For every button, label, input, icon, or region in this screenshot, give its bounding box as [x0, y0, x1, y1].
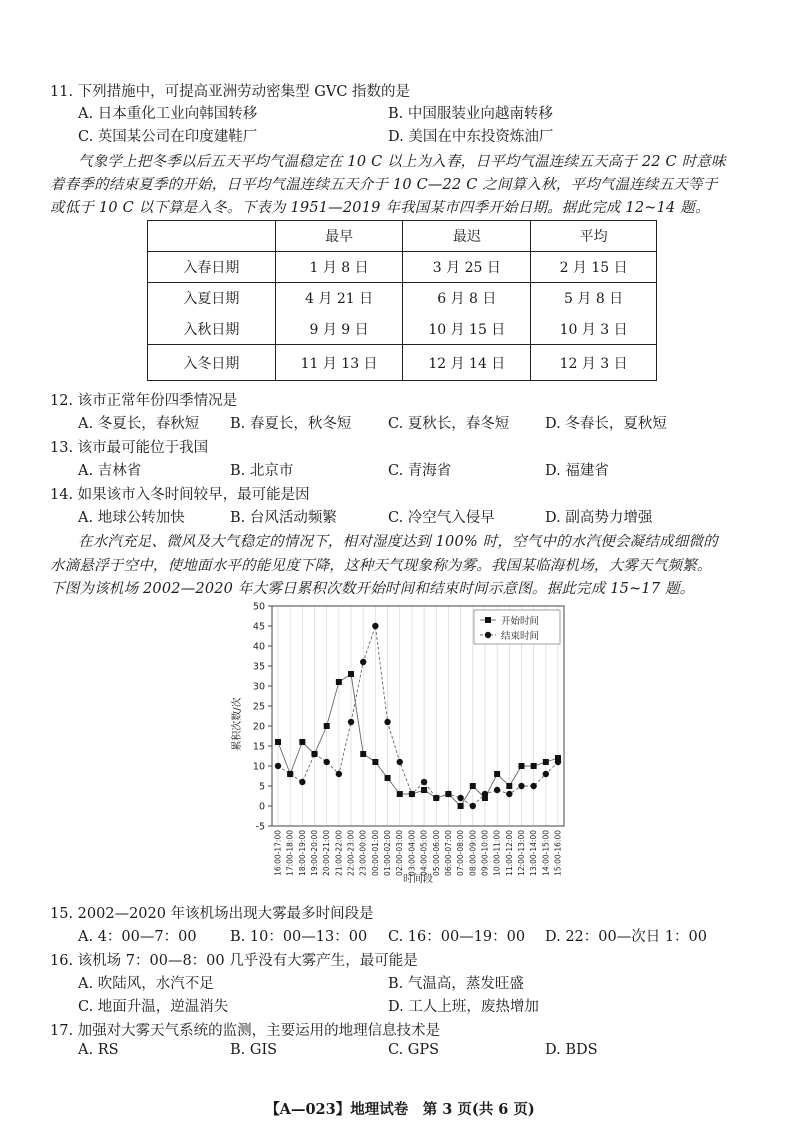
x-axis-title: 时间段 — [403, 874, 433, 885]
table-header-cell: 平均 — [531, 221, 657, 252]
data-point-end — [457, 795, 463, 801]
y-tick-label: 10 — [252, 761, 265, 773]
intro2-line-3: 下图为该机场 2002—2020 年大雾日累积次数开始时间和结束时间示意图。据此完成 15~17 题。 — [50, 581, 695, 597]
x-tick-label: 01:00-02:00 — [383, 830, 393, 876]
intro1-line-3: 或低于 10 C 以下算是入冬。下表为 1951—2019 年我国某市四季开始日期。据此完成 12~14 题。 — [50, 200, 710, 216]
y-tick-label: 20 — [252, 721, 265, 733]
q12-option-d: D. 冬春长，夏秋短 — [545, 416, 667, 432]
x-tick-label: 23:00-00:00 — [358, 830, 368, 876]
q13-option-a: A. 吉林省 — [78, 463, 142, 479]
season-dates-table — [147, 220, 657, 381]
x-tick-label: 16:00-17:00 — [273, 830, 283, 876]
data-point-end — [494, 787, 500, 793]
q16-option-c: C. 地面升温，逆温消失 — [78, 999, 229, 1015]
data-point-start — [360, 751, 366, 757]
q17-option-a: A. RS — [78, 1042, 119, 1058]
data-point-end — [397, 759, 403, 765]
q17-option-d: D. BDS — [545, 1042, 598, 1058]
q14-option-c: C. 冷空气入侵早 — [388, 510, 495, 526]
y-tick-label: 50 — [252, 601, 265, 613]
q17-stem: 17. 加强对大雾天气系统的监测，主要运用的地理信息技术是 — [50, 1023, 441, 1039]
data-point-start — [458, 803, 464, 809]
intro1-line-2: 着春季的结束夏季的开始，日平均气温连续五天介于 10 C—22 C 之间算入秋，平均气温连续五天等于 — [50, 177, 718, 193]
q16-stem: 16. 该机场 7：00—8：00 几乎没有大雾产生，最可能是 — [50, 953, 418, 969]
q17-option-c: C. GPS — [388, 1042, 440, 1058]
x-tick-label: 15:00-16:00 — [553, 830, 563, 876]
legend-label-end: 结束时间 — [501, 631, 540, 642]
data-point-start — [372, 759, 378, 765]
table-cell: 入春日期 — [148, 251, 276, 283]
data-point-start — [506, 783, 512, 789]
table-header-cell — [148, 221, 276, 252]
table-cell: 2 月 15 日 — [531, 251, 657, 283]
data-point-start — [543, 759, 549, 765]
data-point-end — [433, 795, 439, 801]
q14-stem: 14. 如果该市入冬时间较早，最可能是因 — [50, 487, 310, 503]
table-cell: 12 月 14 日 — [403, 345, 531, 381]
intro2-line-2: 水滴悬浮于空中，使地面水平的能见度下降，这种天气现象称为雾。我国某临海机场，大雾天气频繁。 — [50, 558, 712, 574]
q12-stem: 12. 该市正常年份四季情况是 — [50, 393, 238, 409]
table-cell: 5 月 8 日 — [531, 283, 657, 314]
table-header-cell: 最迟 — [403, 221, 531, 252]
data-point-start — [397, 791, 403, 797]
y-tick-label: -5 — [255, 821, 265, 833]
table-header-cell: 最早 — [275, 221, 403, 252]
data-point-end — [409, 791, 415, 797]
data-point-start — [348, 671, 354, 677]
data-point-start — [324, 723, 330, 729]
fog-frequency-chart — [220, 596, 580, 896]
q15-stem: 15. 2002—2020 年该机场出现大雾最多时间段是 — [50, 906, 374, 922]
table-cell: 入夏日期 — [148, 283, 276, 314]
data-point-end — [543, 771, 549, 777]
q13-stem: 13. 该市最可能位于我国 — [50, 440, 209, 456]
x-tick-label: 13:00-14:00 — [529, 830, 539, 876]
data-point-start — [518, 763, 524, 769]
data-point-end — [445, 791, 451, 797]
q11-option-a: A. 日本重化工业向韩国转移 — [78, 106, 258, 122]
legend-label-start: 开始时间 — [501, 616, 540, 627]
q11-stem: 11. 下列措施中，可提高亚洲劳动密集型 GVC 指数的是 — [50, 84, 411, 100]
data-point-end — [372, 623, 378, 629]
data-point-start — [494, 771, 500, 777]
data-point-end — [384, 719, 390, 725]
page-footer: 【A—023】地理试卷 第 3 页(共 6 页) — [265, 1101, 535, 1118]
x-tick-label: 07:00-08:00 — [456, 830, 466, 876]
y-axis-title: 累积次数/次 — [232, 697, 243, 751]
q16-option-a: A. 吹陆风，水汽不足 — [78, 976, 214, 992]
table-row — [148, 251, 657, 283]
table-cell: 入秋日期 — [148, 314, 276, 345]
data-point-start — [531, 763, 537, 769]
data-point-start — [336, 679, 342, 685]
table-cell: 10 月 15 日 — [403, 314, 531, 345]
q13-option-c: C. 青海省 — [388, 463, 452, 479]
table-header-row — [148, 221, 657, 252]
data-point-start — [470, 783, 476, 789]
x-tick-label: 17:00-18:00 — [285, 830, 295, 876]
x-tick-label: 03:00-04:00 — [407, 830, 417, 876]
table-cell: 1 月 8 日 — [275, 251, 403, 283]
y-tick-label: 25 — [252, 701, 265, 713]
y-tick-label: 40 — [252, 641, 265, 653]
q12-option-a: A. 冬夏长，春秋短 — [78, 416, 200, 432]
data-point-end — [482, 791, 488, 797]
x-tick-label: 12:00-13:00 — [516, 830, 526, 876]
data-point-end — [518, 783, 524, 789]
y-tick-label: 35 — [252, 661, 265, 673]
legend-marker-end — [485, 632, 491, 638]
data-point-end — [506, 791, 512, 797]
data-point-start — [275, 739, 281, 745]
data-point-end — [555, 759, 561, 765]
legend-marker-start — [485, 617, 491, 623]
x-tick-label: 05:00-06:00 — [431, 830, 441, 876]
x-tick-label: 11:00-12:00 — [504, 830, 514, 876]
data-point-start — [421, 787, 427, 793]
data-point-end — [323, 759, 329, 765]
table-cell: 入冬日期 — [148, 345, 276, 381]
table-cell: 9 月 9 日 — [275, 314, 403, 345]
table-cell: 4 月 21 日 — [275, 283, 403, 314]
table-cell: 10 月 3 日 — [531, 314, 657, 345]
y-tick-label: 30 — [252, 681, 265, 693]
data-point-start — [385, 775, 391, 781]
q11-option-b: B. 中国服装业向越南转移 — [388, 106, 553, 122]
q15-option-c: C. 16：00—19：00 — [388, 929, 526, 945]
y-tick-label: 45 — [252, 621, 265, 633]
intro1-line-1: 气象学上把冬季以后五天平均气温稳定在 10 C 以上为入春，日平均气温连续五天高于 22 C 时意味 — [78, 154, 726, 170]
q14-option-d: D. 副高势力增强 — [545, 510, 653, 526]
data-point-end — [275, 763, 281, 769]
table-cell: 11 月 13 日 — [275, 345, 403, 381]
q17-option-b: B. GIS — [230, 1042, 278, 1058]
q15-option-d: D. 22：00—次日 1：00 — [545, 929, 708, 945]
data-point-end — [470, 803, 476, 809]
x-tick-label: 18:00-19:00 — [297, 830, 307, 876]
table-cell: 12 月 3 日 — [531, 345, 657, 381]
data-point-start — [299, 739, 305, 745]
x-tick-label: 04:00-05:00 — [419, 830, 429, 876]
data-point-end — [287, 771, 293, 777]
y-tick-label: 0 — [258, 801, 265, 813]
data-point-end — [336, 771, 342, 777]
x-tick-label: 08:00-09:00 — [468, 830, 478, 876]
x-tick-label: 20:00-21:00 — [322, 830, 332, 876]
q11-option-c: C. 英国某公司在印度建鞋厂 — [78, 129, 258, 145]
x-tick-label: 19:00-20:00 — [310, 830, 320, 876]
intro2-line-1: 在水汽充足、微风及大气稳定的情况下，相对湿度达到 100% 时，空气中的水汽便会凝结成细微的 — [78, 534, 718, 550]
table-row — [148, 345, 657, 381]
table-cell: 3 月 25 日 — [403, 251, 531, 283]
data-point-end — [360, 659, 366, 665]
q11-option-d: D. 美国在中东投资炼油厂 — [388, 129, 554, 145]
series-line-start — [278, 674, 558, 806]
x-tick-label: 10:00-11:00 — [492, 830, 502, 876]
q12-option-c: C. 夏秋长，春冬短 — [388, 416, 510, 432]
table-row — [148, 283, 657, 314]
q13-option-d: D. 福建省 — [545, 463, 609, 479]
q15-option-a: A. 4：00—7：00 — [78, 929, 197, 945]
data-point-end — [421, 779, 427, 785]
q14-option-a: A. 地球公转加快 — [78, 510, 185, 526]
q12-option-b: B. 春夏长，秋冬短 — [230, 416, 352, 432]
data-point-end — [311, 751, 317, 757]
x-tick-label: 14:00-15:00 — [541, 830, 551, 876]
x-tick-label: 00:00-01:00 — [370, 830, 380, 876]
y-tick-label: 15 — [252, 741, 265, 753]
table-cell: 6 月 8 日 — [403, 283, 531, 314]
q14-option-b: B. 台风活动频繁 — [230, 510, 337, 526]
x-tick-label: 06:00-07:00 — [443, 830, 453, 876]
table-row — [148, 314, 657, 345]
x-tick-label: 02:00-03:00 — [395, 830, 405, 876]
q13-option-b: B. 北京市 — [230, 463, 294, 479]
data-point-end — [530, 783, 536, 789]
y-tick-label: 5 — [258, 781, 265, 793]
q16-option-d: D. 工人上班，废热增加 — [388, 999, 539, 1015]
series-line-end — [278, 626, 558, 806]
q15-option-b: B. 10：00—13：00 — [230, 929, 368, 945]
q16-option-b: B. 气温高，蒸发旺盛 — [388, 976, 524, 992]
x-tick-label: 22:00-23:00 — [346, 830, 356, 876]
data-point-end — [348, 719, 354, 725]
x-tick-label: 09:00-10:00 — [480, 830, 490, 876]
data-point-end — [299, 779, 305, 785]
x-tick-label: 21:00-22:00 — [334, 830, 344, 876]
